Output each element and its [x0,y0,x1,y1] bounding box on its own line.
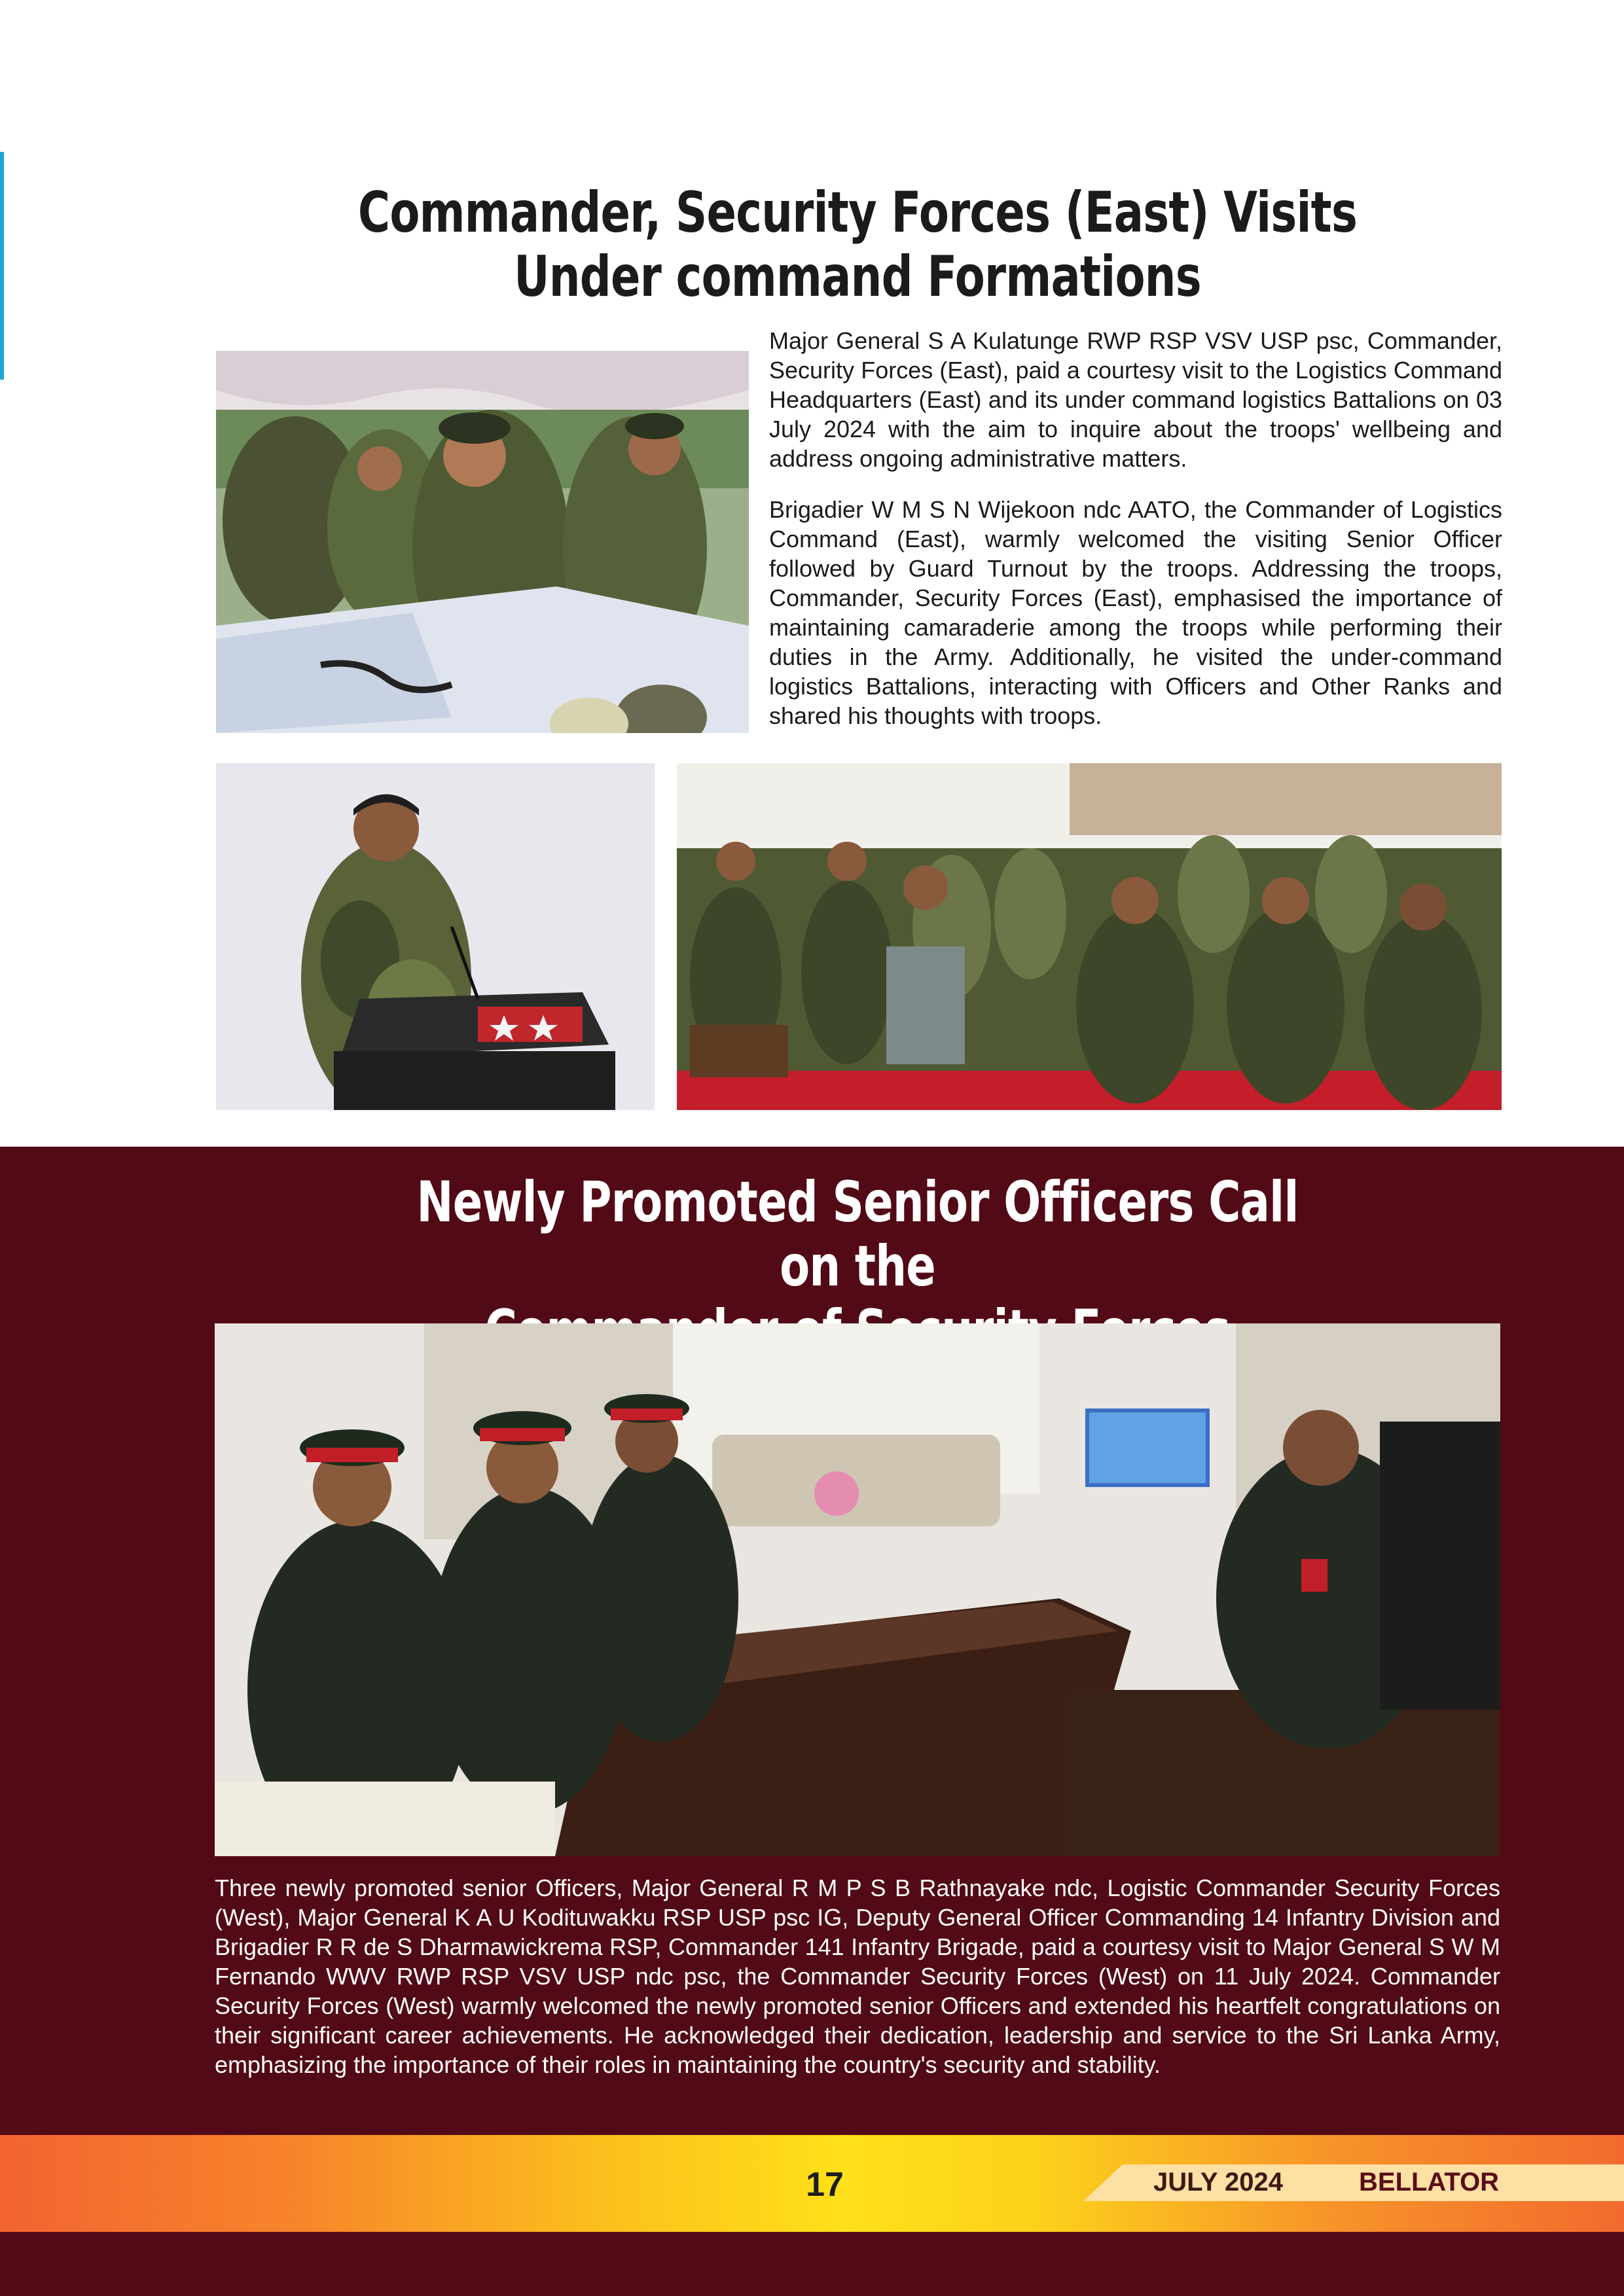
article1-body [769,326,1502,752]
photo-speaker-podium [216,763,655,1110]
photo-inspection [216,351,749,733]
article1-paragraph-2: Brigadier W M S N Wijekoon ndc AATO, the Commander of Logistics Command (East), warmly welcomed the visiting Senior Officer followed by Guard Turnout by the troops. Addressing the troops, Commander, Security Forces (East), emphasised the importance of maintaining camaraderie among the troops while performing their duties in the Army. Additionally, he visited the under-command logistics Battalions, interacting with Officers and Other Ranks and shared his thoughts with troops. [769,496,1502,729]
article1-paragraph-1: Major General S A Kulatunge RWP RSP VSV USP psc, Commander, Security Forces (East), paid a courtesy visit to the Logistics Command Headquarters (East) and its under command logistics Battalions on 03 July 2024 with the aim to inquire about the troops' wellbeing and address ongoing administrative matters. [769,327,1502,472]
photo-officers-meeting [215,1323,1500,1856]
article2-body: Three newly promoted senior Officers, Major General R M P S B Rathnayake ndc, Logistic Commander Security Forces (West), Major General K A U Kodituwakku RSP USP psc IG, Deputy General Officer Commanding 14 Infantry Division and Brigadier R R de S Dharmawickrema RSP, Commander 141 Infantry Brigade, paid a courtesy visit to Major General S W M Fernando WWV RWP RSP VSV USP ndc psc, the Commander Security Forces (West) on 11 July 2024. Commander Security Forces (West) warmly welcomed the newly promoted senior Officers and extended his heartfelt congratulations on their significant career achievements. He acknowledged their dedication, leadership and service to the Sri Lanka Army, emphasizing the importance of their roles in maintaining the country's security and stability. [215,1874,1500,2078]
page-number: 17 [806,2166,844,2204]
article1-title: Commander, Security Forces (East) Visits Under command Formations [357,180,1358,310]
footer-bottom-bar [0,2232,1624,2296]
article2-title-line1: Newly Promoted Senior Officers Call on the [416,1170,1299,1299]
left-accent-bar [0,152,4,380]
magazine-name: BELLATOR [1359,2168,1500,2197]
photo-troops-seated [677,763,1502,1110]
issue-date: JULY 2024 [1153,2168,1283,2197]
